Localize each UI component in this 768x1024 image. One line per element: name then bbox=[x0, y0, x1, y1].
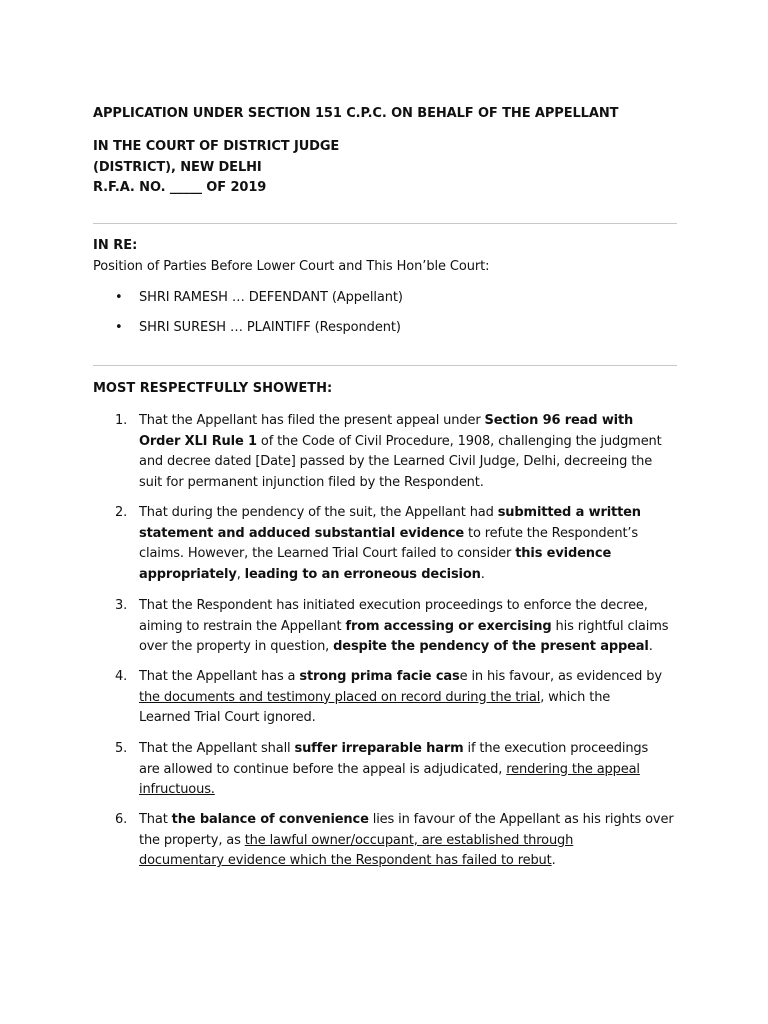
emphasis-text: submitted a written bbox=[497, 505, 641, 520]
text-run: the property, as bbox=[139, 832, 245, 848]
text-line bbox=[139, 432, 679, 453]
emphasis-text: from accessing or exercising bbox=[345, 618, 552, 634]
text-run: to refute the Respondent’s bbox=[464, 525, 639, 541]
text-line bbox=[139, 617, 679, 638]
party-name: SHRI SURESH … PLAINTIFF (Respondent) bbox=[139, 320, 401, 335]
text-run: e in his favour, as evidenced by bbox=[459, 669, 662, 684]
text-run: aiming to restrain the Appellant bbox=[139, 618, 346, 634]
text-run: claims. However, the Learned Trial Court failed to consider bbox=[139, 546, 516, 562]
text-run: That bbox=[139, 812, 172, 827]
text-line bbox=[139, 780, 679, 801]
paragraph-text bbox=[139, 411, 679, 494]
court-name: IN THE COURT OF DISTRICT JUDGE bbox=[93, 139, 340, 154]
text-line bbox=[139, 524, 679, 545]
text-line bbox=[139, 411, 679, 432]
text-run: . bbox=[648, 639, 653, 655]
paragraph-number: 1. bbox=[115, 413, 128, 428]
case-number: R.F.A. NO. _____ OF 2019 bbox=[93, 180, 267, 195]
in-re-text: Position of Parties Before Lower Court and This Hon’ble Court: bbox=[93, 259, 490, 274]
text-run: That the Appellant has filed the present appeal under bbox=[139, 413, 485, 428]
text-line bbox=[139, 544, 679, 565]
underlined-text: the lawful owner/occupant, are established through bbox=[244, 832, 574, 848]
paragraph-text bbox=[139, 596, 679, 658]
paragraph-text bbox=[139, 667, 679, 729]
paragraph-text bbox=[139, 503, 679, 586]
underlined-text: the documents and testimony placed on record during the trial bbox=[139, 689, 541, 705]
emphasis-text: strong prima facie cas bbox=[299, 669, 460, 684]
text-run: and decree dated [Date] passed by the Learned Civil Judge, Delhi, decreeing the bbox=[139, 454, 653, 470]
text-run: That during the pendency of the suit, the Appellant had bbox=[139, 505, 498, 520]
emphasis-text: suffer irreparable harm bbox=[294, 741, 464, 756]
text-run: That the Appellant has a bbox=[139, 669, 300, 684]
text-line bbox=[139, 810, 679, 831]
emphasis-text: this evidence bbox=[515, 546, 612, 562]
divider bbox=[93, 223, 677, 224]
emphasis-text: appropriately bbox=[139, 567, 237, 583]
text-line bbox=[139, 708, 679, 729]
text-line bbox=[139, 452, 679, 473]
text-run: over the property in question, bbox=[139, 639, 334, 655]
text-line bbox=[139, 596, 679, 617]
paragraph-text bbox=[139, 739, 679, 801]
text-run: suit for permanent injunction filed by the Respondent. bbox=[139, 475, 484, 491]
text-line bbox=[139, 739, 679, 760]
paragraph-number: 6. bbox=[115, 812, 128, 827]
paragraph-number: 4. bbox=[115, 669, 128, 684]
text-line bbox=[139, 637, 679, 658]
text-run: . bbox=[480, 567, 485, 583]
text-line bbox=[139, 503, 679, 524]
document-title: APPLICATION UNDER SECTION 151 C.P.C. ON BEHALF OF THE APPELLANT bbox=[93, 106, 619, 121]
text-run: That the Respondent has initiated execution proceedings to enforce the decree, bbox=[139, 598, 648, 613]
text-run: , bbox=[236, 567, 245, 583]
court-district: (DISTRICT), NEW DELHI bbox=[93, 159, 262, 175]
divider bbox=[93, 365, 677, 366]
court-heading bbox=[93, 137, 339, 199]
in-re-label: IN RE: bbox=[93, 238, 138, 253]
text-line bbox=[139, 565, 679, 586]
text-run: his rightful claims bbox=[551, 618, 669, 634]
text-run: , which the bbox=[540, 689, 611, 705]
text-run: if the execution proceedings bbox=[463, 741, 649, 756]
text-line bbox=[139, 688, 679, 709]
bullet-icon: • bbox=[115, 320, 123, 335]
emphasis-text: statement and adduced substantial evidence bbox=[139, 525, 465, 541]
underlined-text: documentary evidence which the Respondent has failed to rebut bbox=[139, 853, 552, 869]
text-line bbox=[139, 851, 679, 872]
emphasis-text: leading to an erroneous decision bbox=[244, 567, 481, 583]
emphasis-text: Section 96 read with bbox=[484, 413, 634, 428]
showeth-heading: MOST RESPECTFULLY SHOWETH: bbox=[93, 381, 333, 396]
underlined-text: infructuous. bbox=[139, 782, 215, 798]
emphasis-text: Order XLI Rule 1 bbox=[139, 433, 257, 449]
emphasis-text: despite the pendency of the present appeal bbox=[333, 639, 649, 655]
text-line bbox=[139, 760, 679, 781]
paragraph-number: 5. bbox=[115, 741, 128, 756]
text-line bbox=[139, 473, 679, 494]
emphasis-text: the balance of convenience bbox=[171, 812, 369, 827]
paragraph-number: 2. bbox=[115, 505, 128, 520]
text-run: That the Appellant shall bbox=[139, 741, 295, 756]
party-name: SHRI RAMESH … DEFENDANT (Appellant) bbox=[139, 290, 403, 305]
text-run: are allowed to continue before the appeal is adjudicated, bbox=[139, 761, 507, 777]
underlined-text: rendering the appeal bbox=[506, 761, 640, 777]
paragraph-number: 3. bbox=[115, 598, 128, 613]
text-run: of the Code of Civil Procedure, 1908, challenging the judgment bbox=[256, 433, 662, 449]
text-run: . bbox=[551, 853, 556, 869]
bullet-icon: • bbox=[115, 290, 123, 305]
text-run: Learned Trial Court ignored. bbox=[139, 710, 316, 726]
text-line bbox=[139, 831, 679, 852]
text-line bbox=[139, 667, 679, 688]
text-run: lies in favour of the Appellant as his rights over bbox=[368, 812, 674, 827]
paragraph-text bbox=[139, 810, 679, 872]
